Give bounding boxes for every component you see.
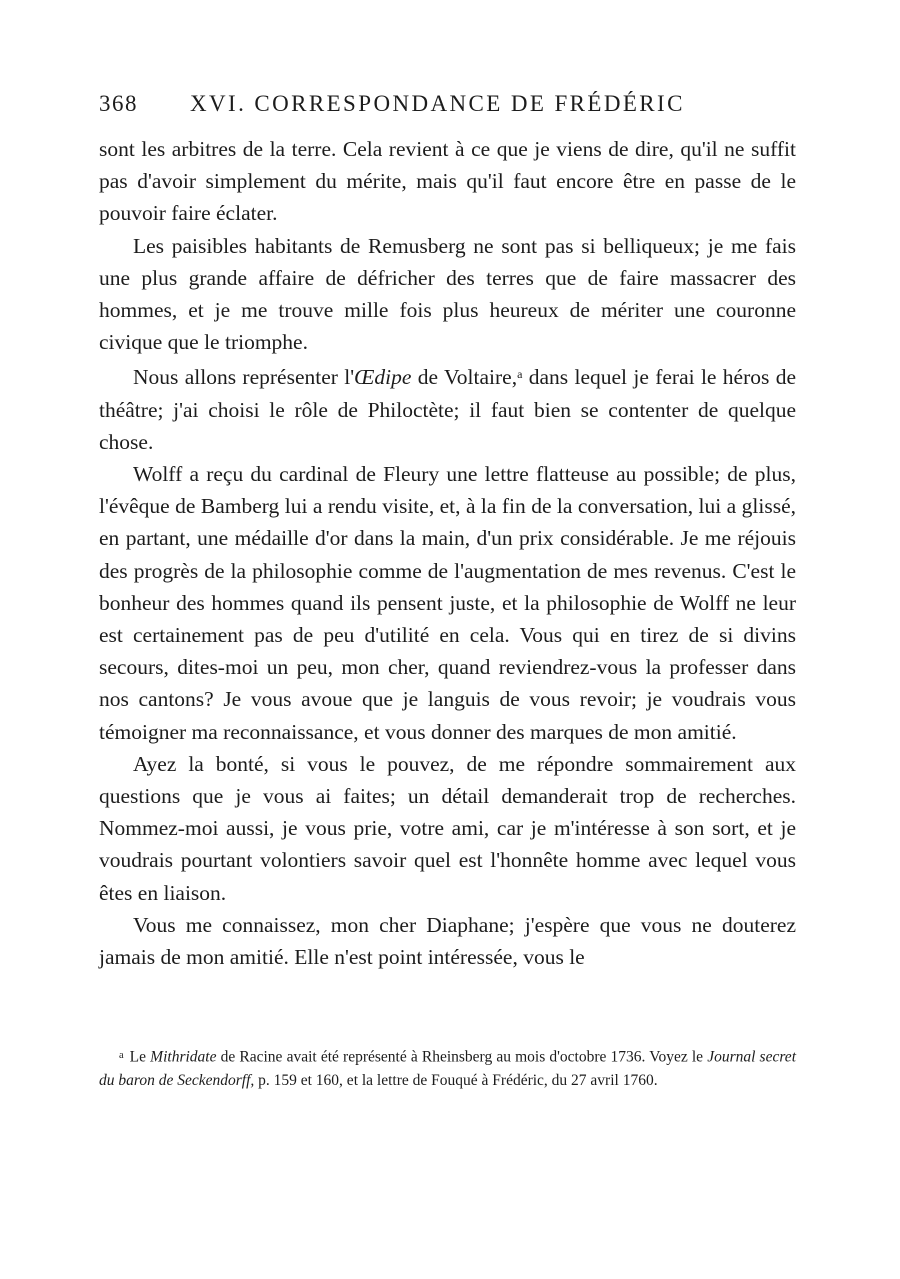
- footnote-a: [99, 1044, 796, 1092]
- play-title-oedipe: Œdipe: [354, 365, 412, 390]
- footnote-italic-journal: Journal secret du baron de Seckendorff,: [99, 1048, 796, 1089]
- running-title: XVI. CORRESPONDANCE DE FRÉDÉRIC: [190, 91, 685, 116]
- paragraph-2: Les paisibles habitants de Remusberg ne sont pas si belliqueux; je me fais une plus grande affaire de défricher des terres que de faire massacrer des hommes, et je me trouve mille fois plus heureux de mériter une couronne civique que le triomphe.: [99, 233, 796, 355]
- footnote-text-3: p. 159 et 160, et la lettre de Fouqué à Frédéric, du 27 avril 1760.: [254, 1071, 658, 1089]
- footnote-reference[interactable]: a: [517, 367, 523, 382]
- paragraph-5: Ayez la bonté, si vous le pouvez, de me répondre sommairement aux questions que je vous ai faites; un détail demanderait trop de recherches. Nommez-moi aussi, je vous prie, votre ami, car je m'intéresse à son sort, et je voudrais pourtant volontiers savoir quel est l'honnête homme avec lequel vous êtes en liaison.: [99, 751, 796, 905]
- footnote-text-2: de Racine avait été représenté à Rheinsberg au mois d'octobre 1736. Voyez le: [216, 1048, 708, 1066]
- footnote-text-1: Le: [129, 1048, 151, 1066]
- page-number: 368: [99, 91, 138, 116]
- paragraph-3-text-c: dans lequel je ferai le héros de théâtre; j'ai choisi le rôle de Philoctète; il faut bien se contenter de quelque chose.: [99, 365, 797, 454]
- footnotes: [99, 1044, 796, 1092]
- paragraph-3-text-b: de Voltaire,: [411, 365, 518, 390]
- paragraph-3: [99, 358, 796, 458]
- paragraph-3-text-a: Nous allons représenter l': [133, 365, 355, 390]
- paragraph-1: sont les arbitres de la terre. Cela revient à ce que je viens de dire, qu'il ne suffit pas d'avoir simplement du mérite, mais qu'il faut encore être en passe de le pouvoir faire éclater.: [99, 137, 796, 226]
- paragraph-4: Wolff a reçu du cardinal de Fleury une lettre flatteuse au possible; de plus, l'évêque de Bamberg lui a rendu visite, et, à la fin de la conversation, lui a glissé, en partant, une médaille d'or dans la main, d'un prix considérable. Je me réjouis des progrès de la philosophie comme de l'augmentation de mes revenus. C'est le bonheur des hommes quand ils pensent juste, et la philosophie de Wolff ne leur est certainement pas de peu d'utilité en cela. Vous qui en tirez de si divins secours, dites-moi un peu, mon cher, quand reviendrez-vous la professer dans nos cantons? Je vous avoue que je languis de vous revoir; je voudrais vous témoigner ma reconnaissance, et vous donner des marques de mon amitié.: [99, 462, 796, 744]
- paragraph-6: Vous me connaissez, mon cher Diaphane; j'espère que vous ne douterez jamais de mon amitié. Elle n'est point intéressée, vous le: [99, 912, 796, 970]
- body-text: [99, 133, 796, 973]
- page-header: [99, 88, 799, 120]
- footnote-italic-mithridate: Mithridate: [150, 1048, 217, 1066]
- footnote-mark: a: [119, 1050, 124, 1061]
